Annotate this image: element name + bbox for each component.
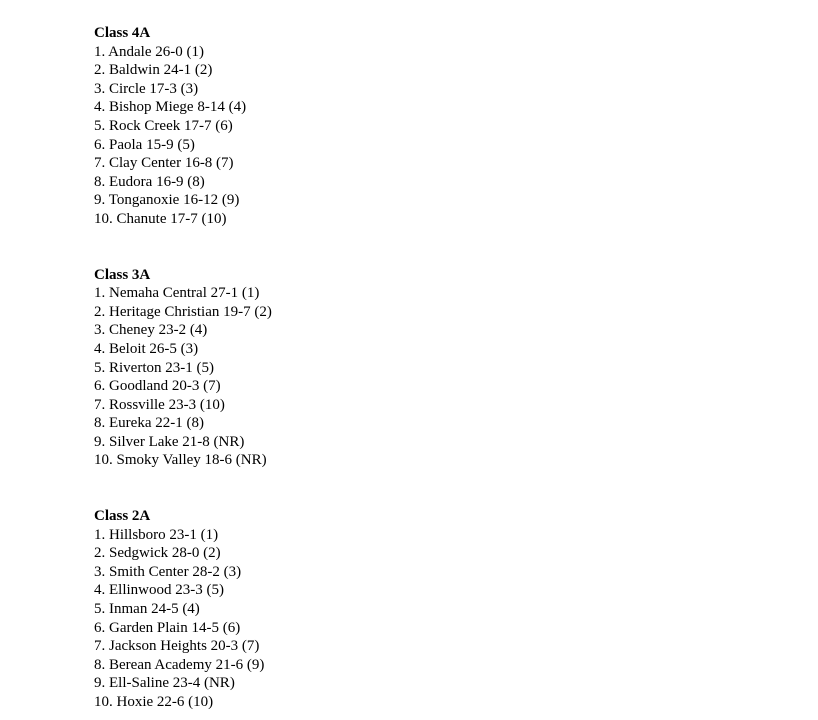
ranking-item: 10. Chanute 17-7 (10) xyxy=(94,210,227,227)
ranking-item: 8. Berean Academy 21-6 (9) xyxy=(94,656,265,673)
ranking-list-class-4a xyxy=(94,43,794,229)
ranking-item: 5. Rock Creek 17-7 (6) xyxy=(94,117,233,134)
ranking-item: 1. Nemaha Central 27-1 (1) xyxy=(94,285,260,302)
ranking-item: 1. Hillsboro 23-1 (1) xyxy=(94,526,219,543)
section-class-4a xyxy=(94,24,794,229)
ranking-item: 1. Andale 26-0 (1) xyxy=(94,43,204,60)
section-class-3a xyxy=(94,266,794,471)
ranking-item: 5. Inman 24-5 (4) xyxy=(94,601,200,618)
ranking-item: 7. Rossville 23-3 (10) xyxy=(94,396,225,413)
ranking-item: 6. Goodland 20-3 (7) xyxy=(94,378,221,395)
ranking-item: 3. Smith Center 28-2 (3) xyxy=(94,563,242,580)
ranking-item: 2. Baldwin 24-1 (2) xyxy=(94,62,213,79)
ranking-item: 4. Ellinwood 23-3 (5) xyxy=(94,582,224,599)
ranking-item: 2. Heritage Christian 19-7 (2) xyxy=(94,303,272,320)
ranking-item: 7. Jackson Heights 20-3 (7) xyxy=(94,638,260,655)
ranking-item: 10. Smoky Valley 18-6 (NR) xyxy=(94,452,267,469)
section-title-class-3a: Class 3A xyxy=(94,266,151,283)
ranking-item: 10. Hoxie 22-6 (10) xyxy=(94,694,214,710)
section-title-class-4a: Class 4A xyxy=(94,25,151,41)
ranking-item: 4. Bishop Miege 8-14 (4) xyxy=(94,99,247,116)
ranking-item: 9. Silver Lake 21-8 (NR) xyxy=(94,433,245,450)
ranking-item: 9. Ell-Saline 23-4 (NR) xyxy=(94,675,235,692)
ranking-item: 3. Circle 17-3 (3) xyxy=(94,80,199,97)
ranking-item: 8. Eudora 16-9 (8) xyxy=(94,173,205,190)
section-title-class-2a: Class 2A xyxy=(94,508,151,525)
ranking-item: 9. Tonganoxie 16-12 (9) xyxy=(94,192,240,209)
rankings-document xyxy=(94,24,794,712)
section-class-2a xyxy=(94,507,794,712)
ranking-item: 4. Beloit 26-5 (3) xyxy=(94,340,199,357)
ranking-item: 3. Cheney 23-2 (4) xyxy=(94,322,208,339)
ranking-item: 2. Sedgwick 28-0 (2) xyxy=(94,545,221,562)
ranking-item: 5. Riverton 23-1 (5) xyxy=(94,359,214,376)
ranking-list-class-2a xyxy=(94,526,794,712)
ranking-item: 7. Clay Center 16-8 (7) xyxy=(94,155,234,172)
ranking-item: 6. Paola 15-9 (5) xyxy=(94,136,195,153)
ranking-item: 6. Garden Plain 14-5 (6) xyxy=(94,619,241,636)
ranking-item: 8. Eureka 22-1 (8) xyxy=(94,415,204,432)
ranking-list-class-3a xyxy=(94,284,794,470)
